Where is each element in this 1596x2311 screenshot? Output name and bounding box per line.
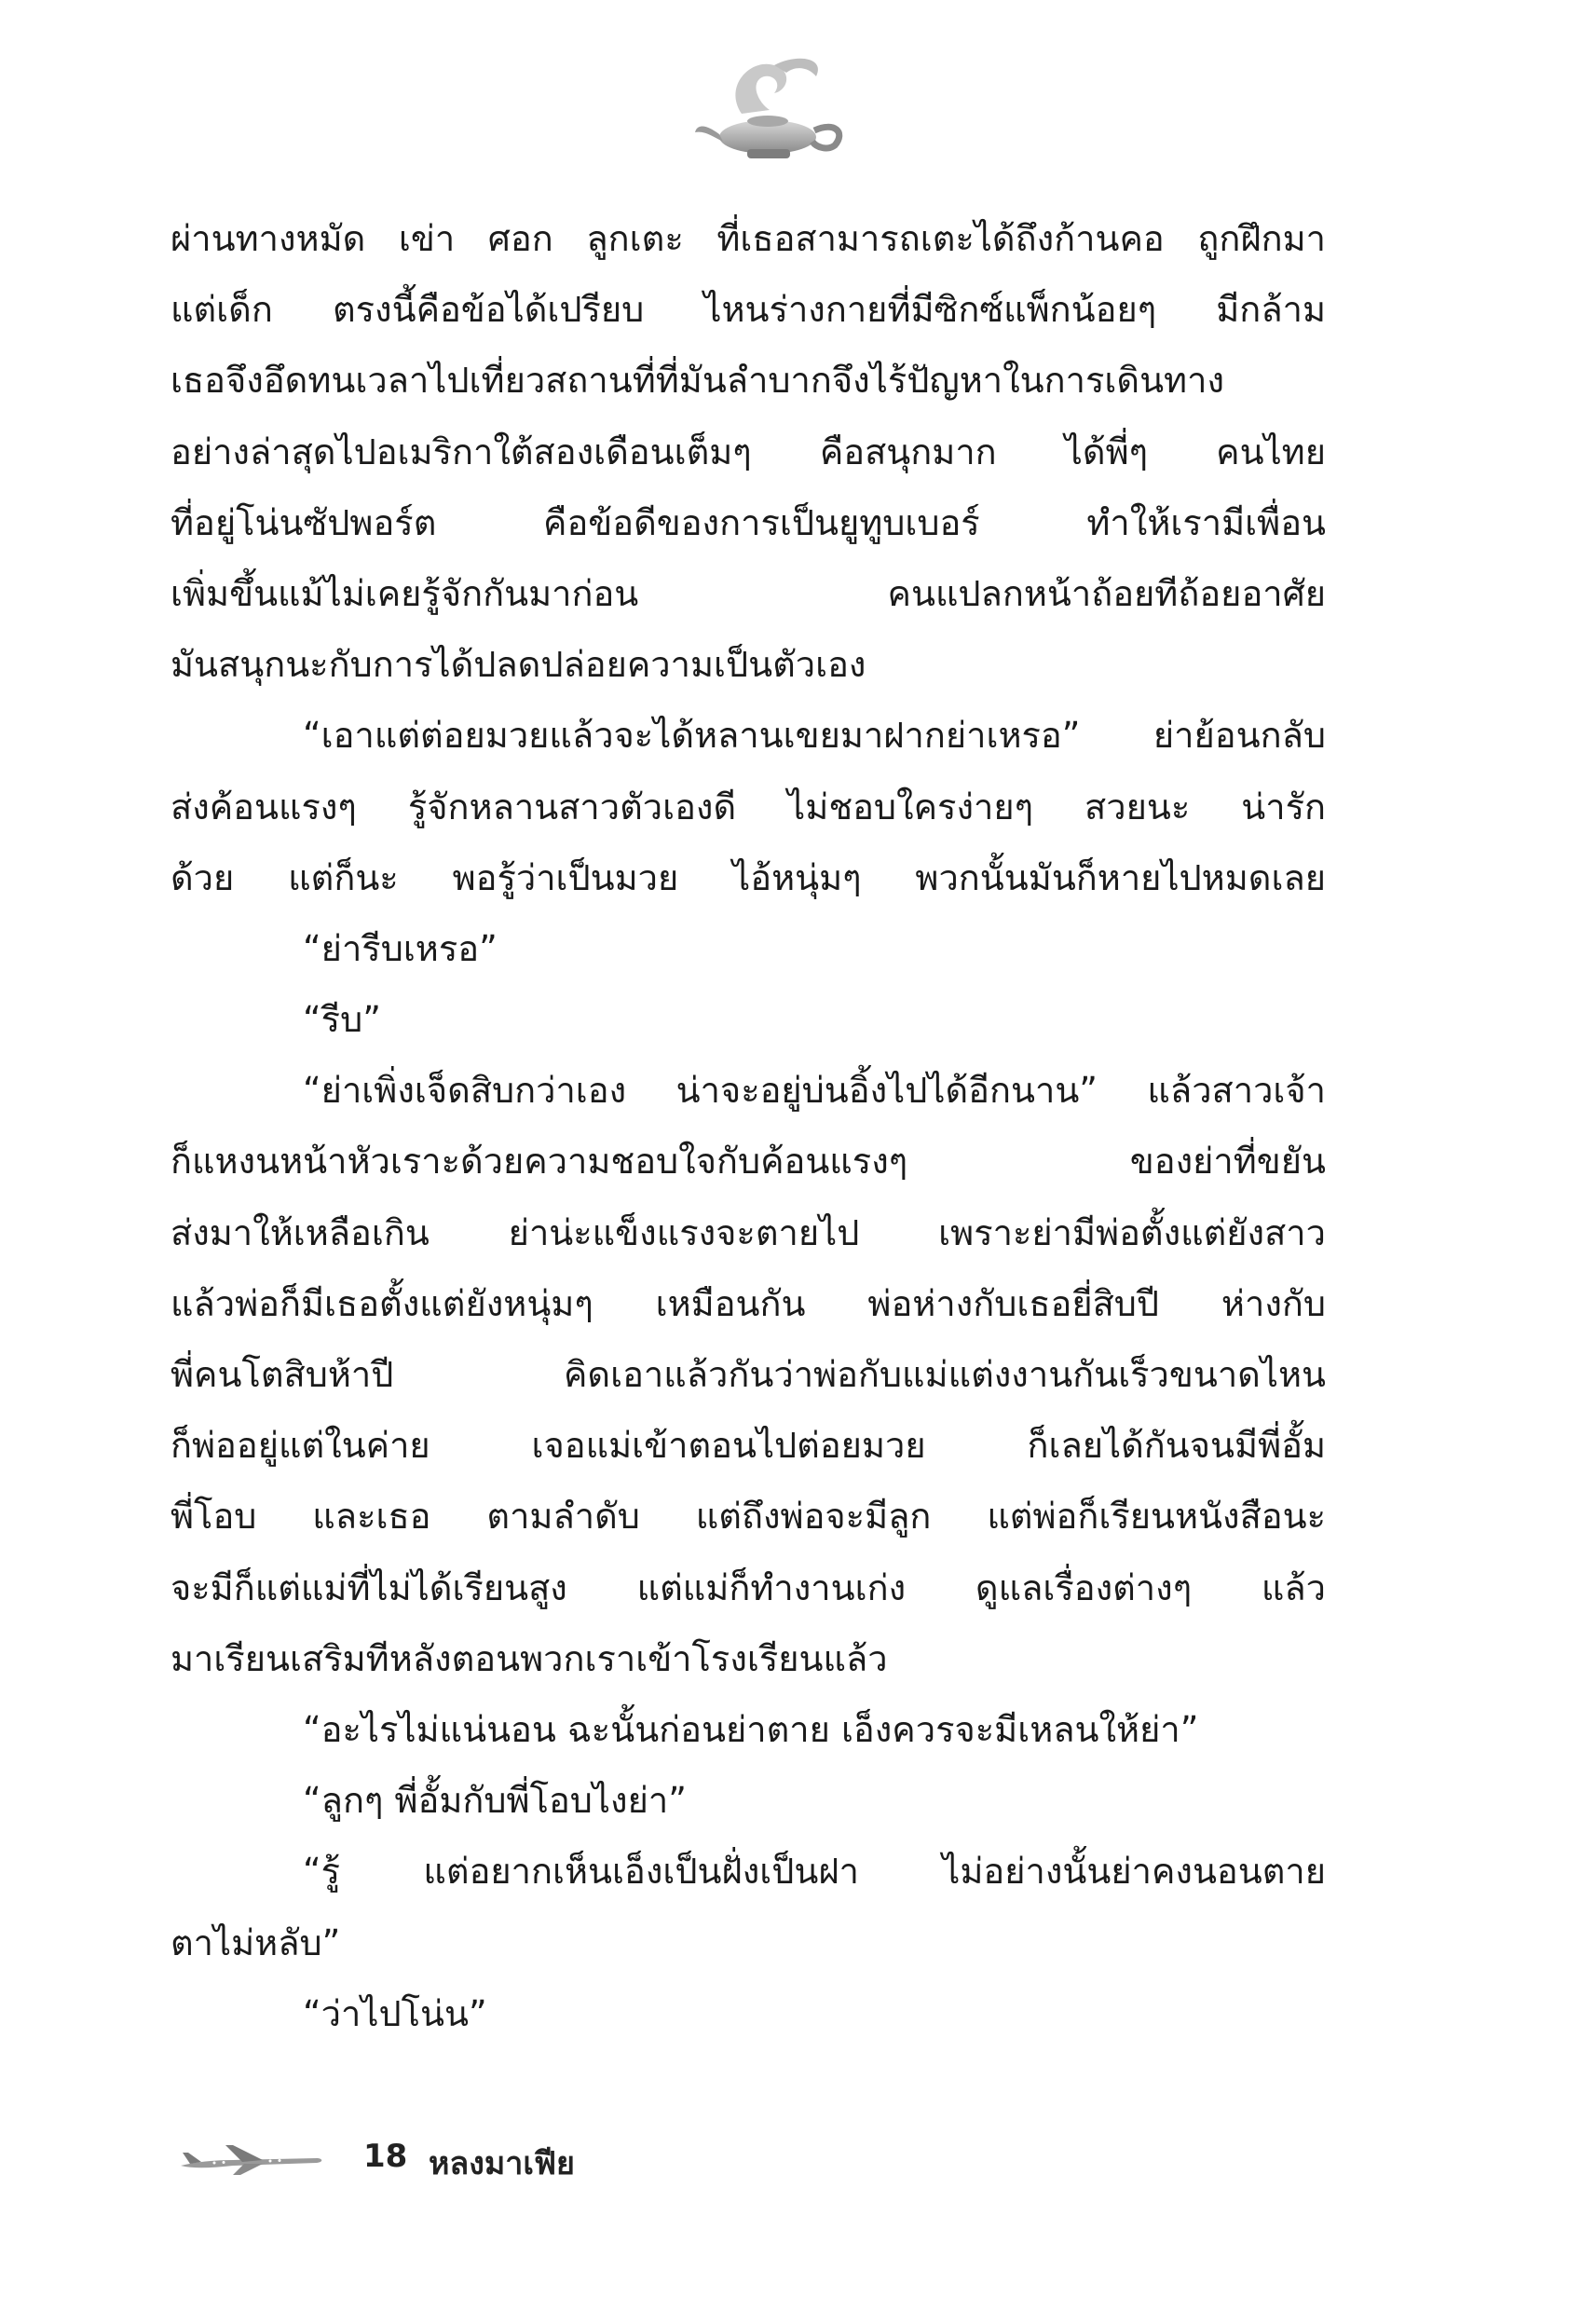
- book-title: หลงมาเฟีย: [429, 2145, 575, 2182]
- text-line: มาเรียนเสริมทีหลังตอนพวกเราเข้าโรงเรียนแล้ว: [171, 1637, 888, 1679]
- text-line: อย่างล่าสุดไปอเมริกาใต้สองเดือนเต็มๆ คือสนุกมาก ได้พี่ๆ คนไทย: [171, 431, 1326, 472]
- genie-lamp-icon: [686, 48, 853, 165]
- text-line: “เอาแต่ต่อยมวยแล้วจะได้หลานเขยมาฝากย่าเหรอ” ย่าย้อนกลับ: [303, 715, 1326, 757]
- page-number: 18: [363, 2138, 408, 2175]
- body-text: [171, 203, 1326, 2049]
- text-line: พี่โอบ และเธอ ตามลำดับ แต่ถึงพ่อจะมีลูก แต่พ่อก็เรียนหนังสือนะ: [171, 1496, 1326, 1538]
- text-line: เธอจึงอึดทนเวลาไปเที่ยวสถานที่ที่มันลำบากจึงไร้ปัญหาในการเดินทาง: [171, 360, 1225, 402]
- text-line: ส่งมาให้เหลือเกิน ย่าน่ะแข็งแรงจะตายไป เพราะย่ามีพ่อตั้งแต่ยังสาว: [171, 1211, 1326, 1253]
- text-line: ที่อยู่โน่นซัปพอร์ต คือข้อดีของการเป็นยูทูบเบอร์ ทำให้เรามีเพื่อน: [171, 501, 1326, 543]
- text-line: เพิ่มขึ้นแม้ไม่เคยรู้จักกันมาก่อน คนแปลกหน้าถ้อยทีถ้อยอาศัย: [171, 572, 1326, 614]
- text-line: ผ่านทางหมัด เข่า ศอก ลูกเตะ ที่เธอสามารถเตะได้ถึงก้านคอ ถูกฝึกมา: [171, 218, 1326, 259]
- text-line: ก็แหงนหน้าหัวเราะด้วยความชอบใจกับค้อนแรงๆ ของย่าที่ขยัน: [171, 1141, 1326, 1183]
- text-line: “ว่าไปโน่น”: [303, 1992, 487, 2034]
- page-footer: [177, 2134, 829, 2190]
- text-line: ส่งค้อนแรงๆ รู้จักหลานสาวตัวเองดี ไม่ชอบใครง่ายๆ สวยนะ น่ารัก: [171, 786, 1326, 827]
- text-line: “ลูกๆ พี่อั้มกับพี่โอบไงย่า”: [303, 1780, 687, 1822]
- text-line: ตาไม่หลับ”: [171, 1921, 341, 1963]
- text-line: แต่เด็ก ตรงนี้คือข้อได้เปรียบ ไหนร่างกายที่มีซิกซ์แพ็กน้อยๆ มีกล้าม: [171, 289, 1326, 331]
- text-line: ก็พ่ออยู่แต่ในค่าย เจอแม่เข้าตอนไปต่อยมวย ก็เลยได้กันจนมีพี่อั้ม: [171, 1425, 1326, 1467]
- text-line: มันสนุกนะกับการได้ปลดปล่อยความเป็นตัวเอง: [171, 644, 866, 686]
- text-line: “อะไรไม่แน่นอน ฉะนั้นก่อนย่าตาย เอ็งควรจะมีเหลนให้ย่า”: [303, 1708, 1199, 1750]
- text-line: ด้วย แต่ก็นะ พอรู้ว่าเป็นมวย ไอ้หนุ่มๆ พวกนั้นมันก็หายไปหมดเลย: [171, 856, 1326, 898]
- text-line: “ย่ารีบเหรอ”: [303, 927, 498, 969]
- text-line: “รู้ แต่อยากเห็นเอ็งเป็นฝั่งเป็นฝา ไม่อย่างนั้นย่าคงนอนตาย: [303, 1851, 1326, 1893]
- text-line: พี่คนโตสิบห้าปี คิดเอาแล้วกันว่าพ่อกับแม่แต่งงานกันเร็วขนาดไหน: [171, 1354, 1326, 1395]
- airplane-icon: [177, 2141, 326, 2179]
- text-line: “รีบ”: [303, 999, 381, 1041]
- text-line: “ย่าเพิ่งเจ็ดสิบกว่าเอง น่าจะอยู่บ่นอิ้งไปได้อีกนาน” แล้วสาวเจ้า: [303, 1070, 1326, 1112]
- text-line: แล้วพ่อก็มีเธอตั้งแต่ยังหนุ่มๆ เหมือนกัน พ่อห่างกับเธอยี่สิบปี ห่างกับ: [171, 1282, 1326, 1324]
- text-line: จะมีก็แต่แม่ที่ไม่ได้เรียนสูง แต่แม่ก็ทำงานเก่ง ดูแลเรื่องต่างๆ แล้ว: [171, 1566, 1326, 1608]
